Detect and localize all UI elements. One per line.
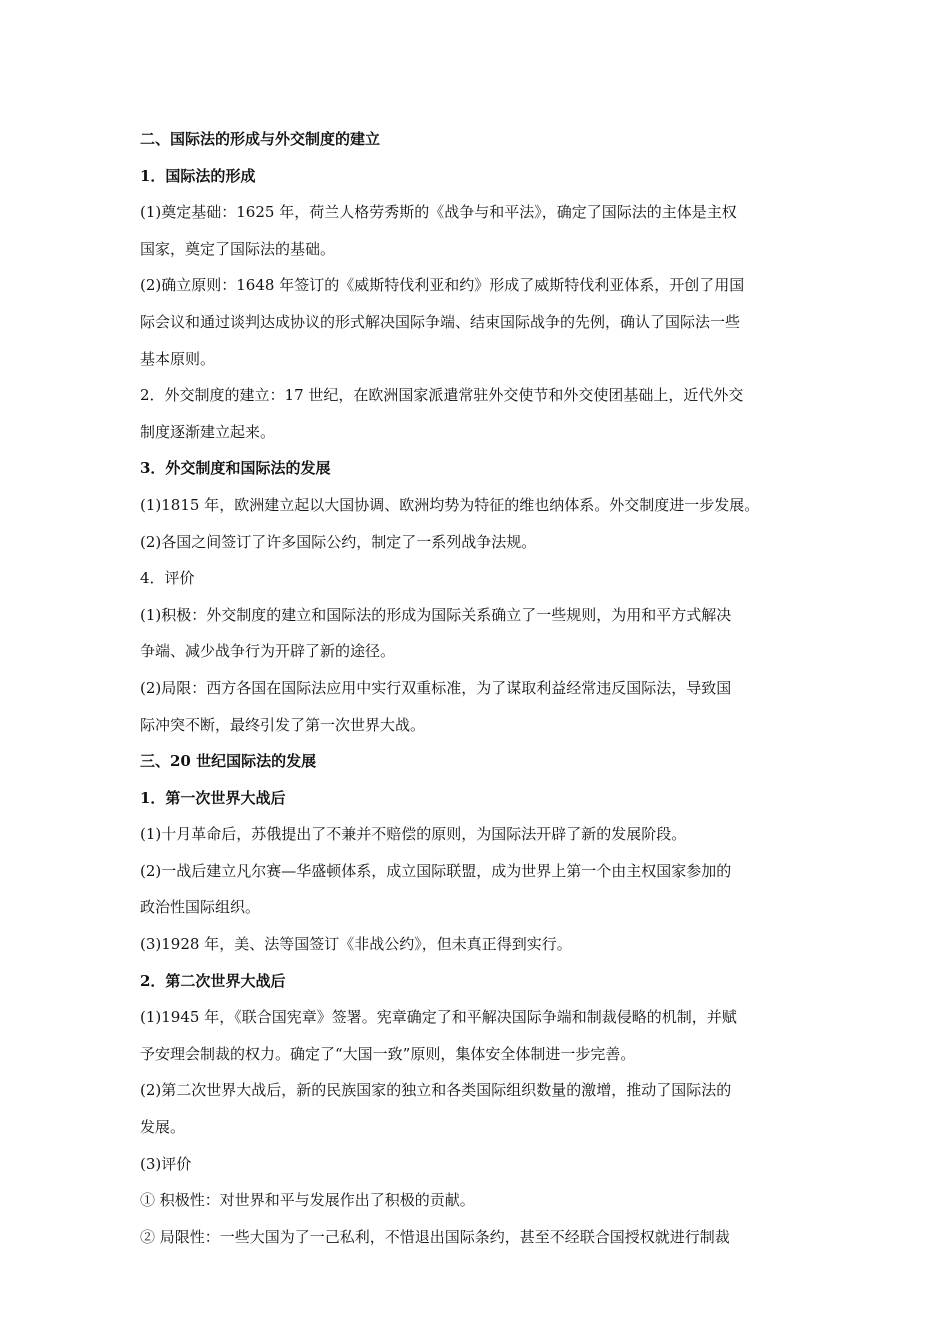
text-line: 际会议和通过谈判达成协议的形式解决国际争端、结束国际战争的先例，确认了国际法一些	[140, 312, 741, 331]
text-line: ① 积极性：对世界和平与发展作出了积极的贡献。	[140, 1191, 475, 1210]
text-line: 国家，奠定了国际法的基础。	[140, 239, 336, 258]
text-line: 基本原则。	[140, 349, 216, 368]
text-line: (1)积极：外交制度的建立和国际法的形成为国际关系确立了一些规则，为用和平方式解决	[140, 605, 732, 624]
section-heading-line: 1．第一次世界大战后	[140, 788, 286, 807]
document-body	[140, 121, 812, 1255]
text-line: (3)1928 年，美、法等国签订《非战公约》，但未真正得到实行。	[140, 935, 572, 954]
text-line: 2．外交制度的建立：17 世纪，在欧洲国家派遣常驻外交使节和外交使团基础上，近代外交	[140, 386, 744, 405]
text-line: 予安理会制裁的权力。确定了“大国一致”原则，集体安全体制进一步完善。	[140, 1044, 636, 1063]
section-heading-line: 三、20 世纪国际法的发展	[140, 752, 317, 771]
text-line: (1)十月革命后，苏俄提出了不兼并不赔偿的原则，为国际法开辟了新的发展阶段。	[140, 825, 687, 844]
text-line: 发展。	[140, 1118, 186, 1137]
text-line: (1)1815 年，欧洲建立起以大国协调、欧洲均势为特征的维也纳体系。外交制度进一步发展。	[140, 495, 760, 514]
text-line: 4．评价	[140, 569, 195, 588]
text-line: (2)各国之间签订了许多国际公约，制定了一系列战争法规。	[140, 532, 537, 551]
text-line: (3)评价	[140, 1154, 192, 1173]
text-line: 政治性国际组织。	[140, 898, 261, 917]
section-heading-line: 3．外交制度和国际法的发展	[140, 459, 331, 478]
text-line: (2)第二次世界大战后，新的民族国家的独立和各类国际组织数量的激增，推动了国际法的	[140, 1081, 732, 1100]
text-line: (1)1945 年，《联合国宪章》签署。宪章确定了和平解决国际争端和制裁侵略的机制，并赋	[140, 1008, 737, 1027]
text-line: (1)奠定基础：1625 年，荷兰人格劳秀斯的《战争与和平法》，确定了国际法的主体是主权	[140, 203, 737, 222]
text-line: (2)局限：西方各国在国际法应用中实行双重标准，为了谋取利益经常违反国际法，导致国	[140, 678, 732, 697]
text-line: (2)确立原则：1648 年签订的《威斯特伐利亚和约》形成了威斯特伐利亚体系，开创了用国	[140, 276, 745, 295]
section-heading-line: 2．第二次世界大战后	[140, 971, 286, 990]
text-line: (2)一战后建立凡尔赛—华盛顿体系，成立国际联盟，成为世界上第一个由主权国家参加的	[140, 861, 732, 880]
text-line: 际冲突不断，最终引发了第一次世界大战。	[140, 715, 426, 734]
section-heading-line: 二、国际法的形成与外交制度的建立	[140, 130, 381, 148]
text-line: 制度逐渐建立起来。	[140, 422, 276, 441]
section-heading-line: 1．国际法的形成	[140, 166, 256, 185]
text-line: 争端、减少战争行为开辟了新的途径。	[140, 642, 396, 661]
text-line: ② 局限性：一些大国为了一己私利，不惜退出国际条约，甚至不经联合国授权就进行制裁	[140, 1227, 730, 1246]
